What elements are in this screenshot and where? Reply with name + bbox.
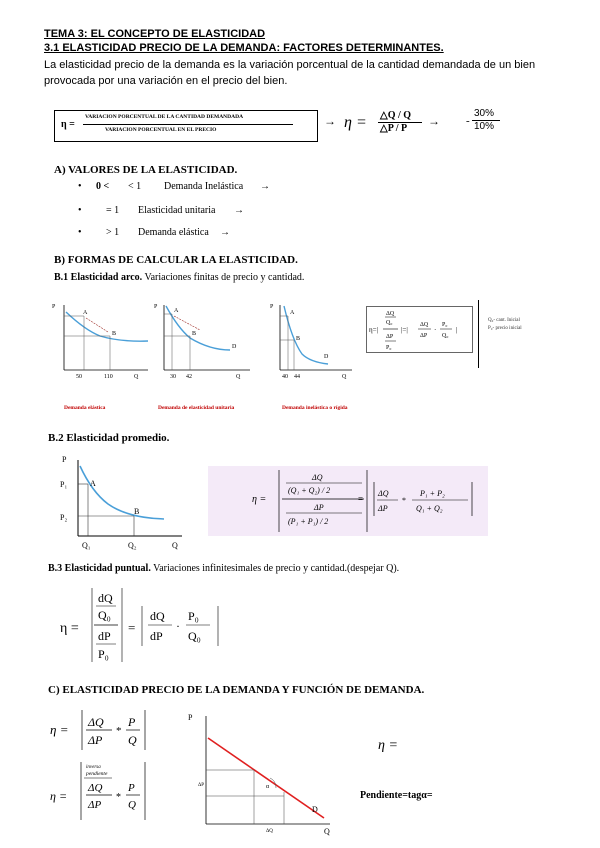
avg-dq2: ΔQ [378,489,389,498]
b1-heading [54,272,304,283]
pt-eq: = [128,620,136,635]
arc-dq2: ΔQ [420,322,429,328]
avg-eq: = [358,494,364,504]
tick-q2: 44 [294,374,300,380]
eta-symbol: η = [61,119,75,130]
tick-p1: P₁ [60,480,68,489]
delta-p-label: ΔP [198,783,204,788]
elasticity-definition-box [54,110,318,142]
c1-q: Q [128,733,137,747]
bullet: • [78,205,82,216]
section-title: 3.1 ELASTICIDAD PRECIO DE LA DEMANDA: FACTORES DETERMINANTES. [44,42,444,54]
c2-eta: η = [50,789,68,803]
intro-line-2: provocada por una variación en el precio del bien. [44,75,288,87]
alpha-label: α [266,784,270,790]
curve-d: D [324,354,329,360]
axis-q: Q [172,541,178,550]
avg-q-mean: (Q₁ + Q₂) / 2 [288,486,331,495]
list-item-label: Demanda Inelástica [164,181,244,192]
arc-dp: ΔP [386,334,394,340]
axis-p: P [52,304,56,310]
avg-q-sum: Q₁ + Q₂ [416,504,443,513]
point-b: B [134,507,140,516]
inequality-right: < 1 [128,181,142,192]
list-item [78,205,244,216]
b3-bold: B.3 Elasticidad puntual. [48,563,151,574]
section-b-title: B) FORMAS DE CALCULAR LA ELASTICIDAD. [54,254,298,266]
axis-p: P [62,455,67,464]
arrow-icon: → [260,181,270,192]
linear-demand-graph [184,708,334,838]
b3-heading [48,563,399,574]
c2-q: Q [128,799,136,811]
inequality-right: = 1 [106,205,120,216]
tick-q1: 40 [282,374,288,380]
arc-graph-inelastic [266,300,356,385]
pt-q02: Q₀ [188,629,201,643]
bullet: • [78,227,82,238]
tick-q1: 30 [170,374,176,380]
divider [478,300,479,368]
point-a: A [90,479,96,488]
axis-q: Q [324,827,330,836]
c2-note-slope: pendiente [86,771,108,777]
tick-q2: 42 [186,374,192,380]
eta-formula: η = [344,114,367,131]
b1-bold: B.1 Elasticidad arco. [54,272,143,283]
axis-p: P [188,713,193,722]
numerator-value: 30% [474,108,495,119]
avg-times: * [402,496,406,505]
section-c-title: C) ELASTICIDAD PRECIO DE LA DEMANDA Y FUNCIÓN DE DEMANDA. [48,684,425,696]
point-b: B [112,331,117,337]
pt-dq2: dQ [150,609,165,623]
inequality-right: > 1 [106,227,120,238]
avg-eta: η = [252,494,267,505]
pt-dp: dP [98,629,111,643]
point-b: B [296,336,301,342]
tick-q1: 50 [76,374,82,380]
c2-star: * [116,792,121,803]
arc-p0: P₀ [386,345,392,351]
arc-graph-unitary [150,300,255,385]
b1-text: Variaciones finitas de precio y cantidad. [142,272,305,283]
c2-dq: ΔQ [88,782,103,794]
avg-p-mean: (P₁ + P₁) / 2 [288,517,329,526]
c2-note-inverse: inversa [86,765,101,770]
delta-p-ratio: △P / P [380,123,408,134]
arc-eta: η=| [369,326,379,334]
arc-q0: Q₀ [386,320,393,326]
list-item-label: Demanda elástica [138,227,209,238]
avg-dq: ΔQ [312,473,323,482]
pt-dot: · [176,619,180,633]
b3-text: Variaciones infinitesimales de precio y cantidad.(despejar Q). [150,563,400,574]
bullet: • [78,181,82,192]
list-item-label: Elasticidad unitaria [138,205,216,216]
axis-q: Q [236,374,241,380]
list-item [78,181,270,192]
arc-dot: · [434,326,437,334]
axis-q: Q [342,374,347,380]
tick-q1: Q₁ [82,541,91,550]
arc-graph-elastic [50,300,150,385]
pt-p02: P₀ [188,609,199,623]
tick-p2: P₂ [60,513,68,522]
note-p0: P₀- precio inicial [488,326,522,331]
eta-equals: η = [378,738,398,753]
c1-eta: η = [50,722,69,737]
denominator-value: 10% [474,121,495,132]
delta-q-label: ΔQ [266,829,273,834]
point-a: A [290,310,295,316]
arrow-icon: → [234,205,244,216]
arc-dq: ΔQ [386,311,395,317]
note-q0: Q₀- cant. Inicial [488,318,520,323]
c2-dp: ΔP [88,799,102,811]
arc-p0b: P₀ [442,322,448,328]
pt-p0: P₀ [98,647,109,661]
axis-p: P [154,304,158,310]
average-elasticity-graph [52,452,192,552]
graph-caption: Demanda de elasticidad unitaria [158,405,235,411]
c2-p: P [128,782,135,794]
axis-q: Q [134,374,139,380]
pt-q0: Q₀ [98,608,111,622]
curve-d: D [312,805,318,814]
minus-sign: - [466,115,470,127]
intro-line-1: La elasticidad precio de la demanda es la variación porcentual de la cantidad demandada de un bien [44,59,536,71]
c1-dp: ΔP [88,733,103,747]
point-a: A [83,310,88,316]
pt-dq: dQ [98,591,113,605]
axis-p: P [270,304,274,310]
avg-p-sum: P₁ + P₂ [420,489,445,498]
page-title: TEMA 3: EL CONCEPTO DE ELASTICIDAD [44,28,266,40]
formula-denominator: VARIACION PORCENTUAL EN EL PRECIO [105,127,217,133]
arc-mid: |=| [401,326,408,334]
graph-caption: Demanda inelástica o rígida [282,405,348,411]
c1-star: * [116,725,122,737]
average-formula [250,466,490,536]
pt-dp2: dP [150,629,163,643]
pt-eta: η = [60,621,79,636]
graph-caption: Demanda elástica [64,405,106,411]
arc-formula [366,306,474,354]
fraction-bar [83,124,293,125]
arrow-icon: → [220,227,230,238]
inequality-left: 0 < [96,181,110,192]
arc-end: | [456,326,458,334]
delta-q-ratio: △Q / Q [380,110,412,121]
arc-q0b: Q₀ [442,333,449,339]
demand-elasticity-formula-1 [48,704,158,754]
formula-numerator: VARIACION PORCENTUAL DE LA CANTIDAD DEMANDADA [85,114,244,120]
b2-heading: B.2 Elasticidad promedio. [48,432,170,444]
slope-label: Pendiente=tagα= [360,790,433,801]
avg-dp: ΔP [314,503,324,512]
point-b: B [192,331,197,337]
arrow-icon: → [324,114,336,128]
point-a: A [174,308,179,314]
list-item [78,227,230,238]
demand-elasticity-formula-2 [48,760,158,826]
c1-dq: ΔQ [88,715,104,729]
avg-dp2: ΔP [378,504,388,513]
tick-q2: 110 [104,374,113,380]
arrow-icon: → [428,114,440,128]
curve-d: D [232,344,237,350]
c1-p: P [128,715,136,729]
point-elasticity-formula [58,584,233,666]
section-a-title: A) VALORES DE LA ELASTICIDAD. [54,164,238,176]
arc-dp2: ΔP [420,333,428,339]
tick-q2: Q₂ [128,541,137,550]
